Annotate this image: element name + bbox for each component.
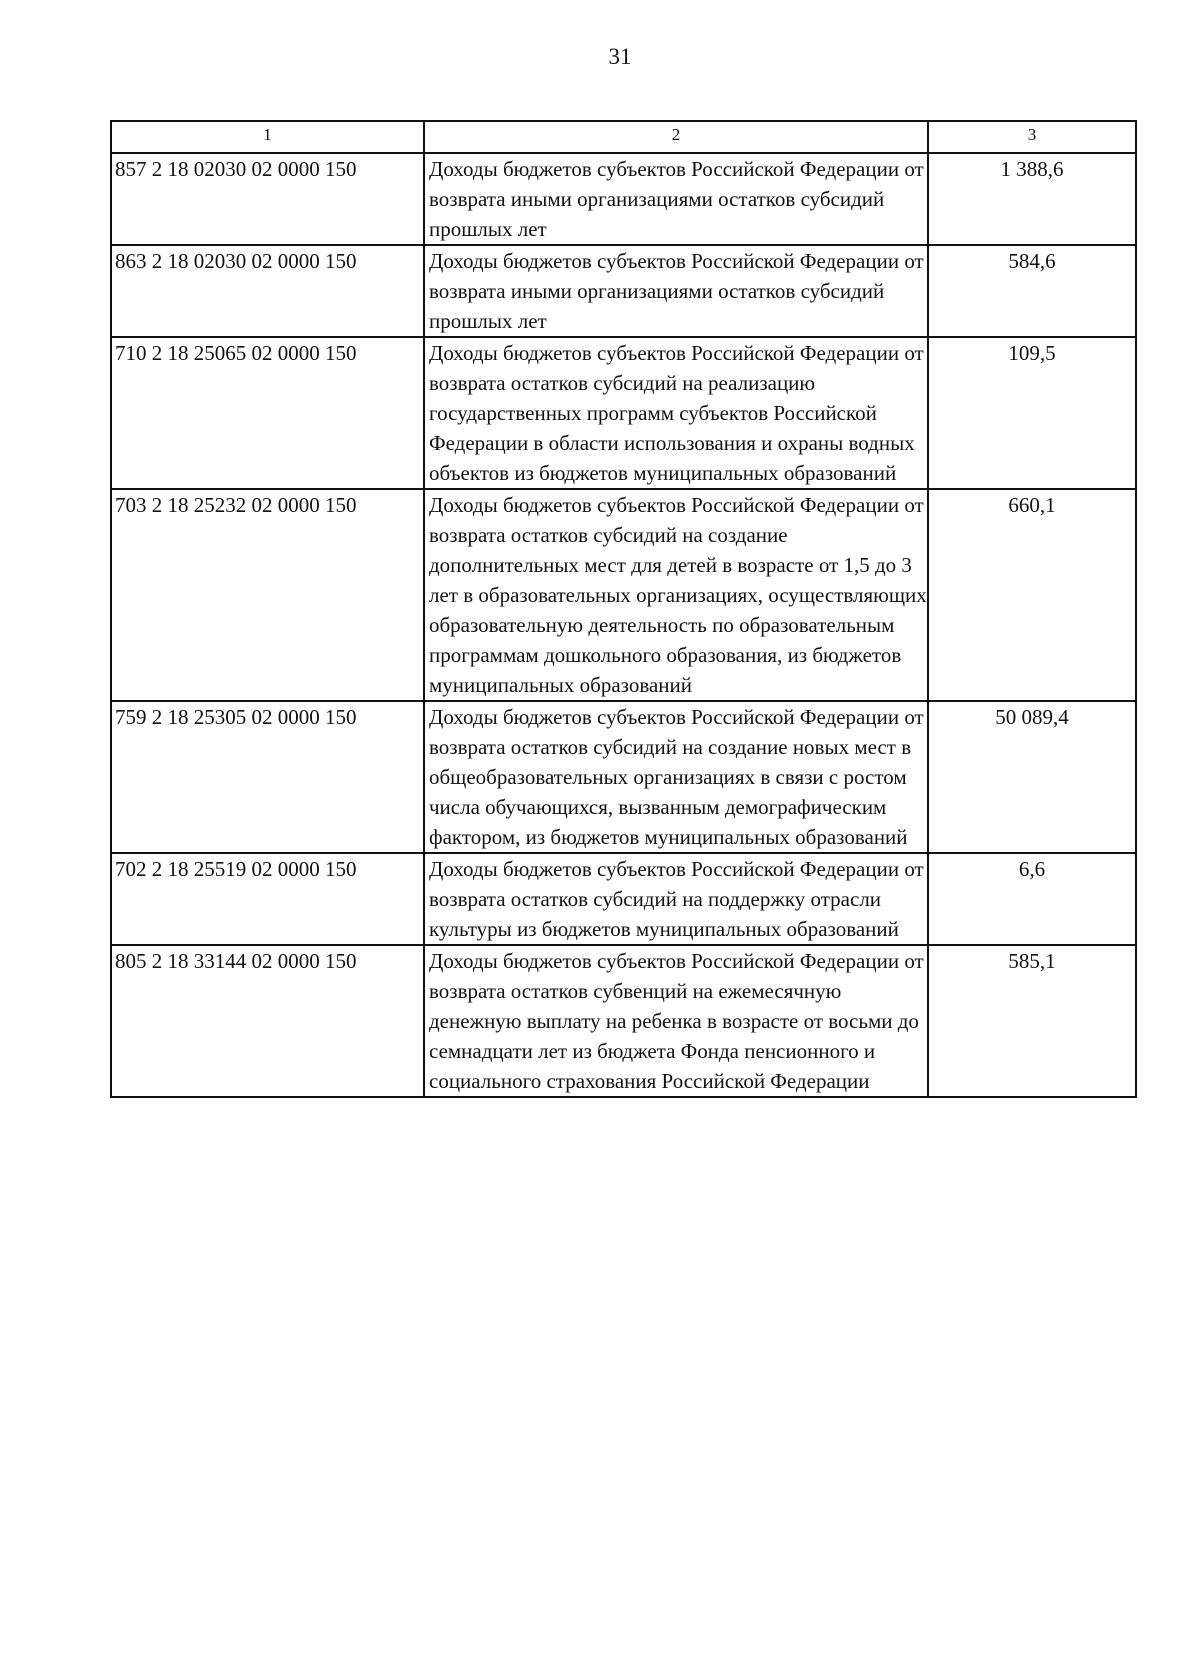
row-amount: 585,1 <box>928 945 1136 1097</box>
row-description: Доходы бюджетов субъектов Российской Федерации от возврата остатков субсидий на поддержку отрасли культуры из бюджетов муниципальных образований <box>424 853 928 945</box>
table-row <box>111 853 1136 945</box>
row-amount: 6,6 <box>928 853 1136 945</box>
table-row <box>111 153 1136 245</box>
page-number: 31 <box>608 44 632 69</box>
table-row <box>111 245 1136 337</box>
row-code: 857 2 18 02030 02 0000 150 <box>111 153 424 245</box>
row-amount: 50 089,4 <box>928 701 1136 853</box>
row-description: Доходы бюджетов субъектов Российской Федерации от возврата иными организациями остатков субсидий прошлых лет <box>424 153 928 245</box>
row-description: Доходы бюджетов субъектов Российской Федерации от возврата остатков субсидий на создание новых мест в общеобразовательных организациях в связи с ростом числа обучающихся, вызванным демографическим фактором, из бюджетов муниципальных образований <box>424 701 928 853</box>
table-header-row <box>111 121 1136 153</box>
budget-revenue-table <box>110 120 1137 1098</box>
row-code: 759 2 18 25305 02 0000 150 <box>111 701 424 853</box>
column-header-description: 2 <box>424 121 928 153</box>
row-description: Доходы бюджетов субъектов Российской Федерации от возврата остатков субсидий на создание дополнительных мест для детей в возрасте от 1,5 до 3 лет в образовательных организациях, осуществляющих образовательную деятельность по образовательным программам дошкольного образования, из бюджетов муниципальных образований <box>424 489 928 701</box>
table-row <box>111 945 1136 1097</box>
row-description: Доходы бюджетов субъектов Российской Федерации от возврата остатков субсидий на реализацию государственных программ субъектов Российской Федерации в области использования и охраны водных объектов из бюджетов муниципальных образований <box>424 337 928 489</box>
column-header-code: 1 <box>111 121 424 153</box>
row-amount: 584,6 <box>928 245 1136 337</box>
row-description: Доходы бюджетов субъектов Российской Федерации от возврата иными организациями остатков субсидий прошлых лет <box>424 245 928 337</box>
row-amount: 660,1 <box>928 489 1136 701</box>
row-amount: 109,5 <box>928 337 1136 489</box>
table-row <box>111 489 1136 701</box>
row-code: 805 2 18 33144 02 0000 150 <box>111 945 424 1097</box>
row-code: 703 2 18 25232 02 0000 150 <box>111 489 424 701</box>
row-code: 863 2 18 02030 02 0000 150 <box>111 245 424 337</box>
row-description: Доходы бюджетов субъектов Российской Федерации от возврата остатков субвенций на ежемесячную денежную выплату на ребенка в возрасте от восьми до семнадцати лет из бюджета Фонда пенсионного и социального страхования Российской Федерации <box>424 945 928 1097</box>
row-code: 710 2 18 25065 02 0000 150 <box>111 337 424 489</box>
table-row <box>111 701 1136 853</box>
column-header-amount: 3 <box>928 121 1136 153</box>
row-amount: 1 388,6 <box>928 153 1136 245</box>
table-row <box>111 337 1136 489</box>
row-code: 702 2 18 25519 02 0000 150 <box>111 853 424 945</box>
